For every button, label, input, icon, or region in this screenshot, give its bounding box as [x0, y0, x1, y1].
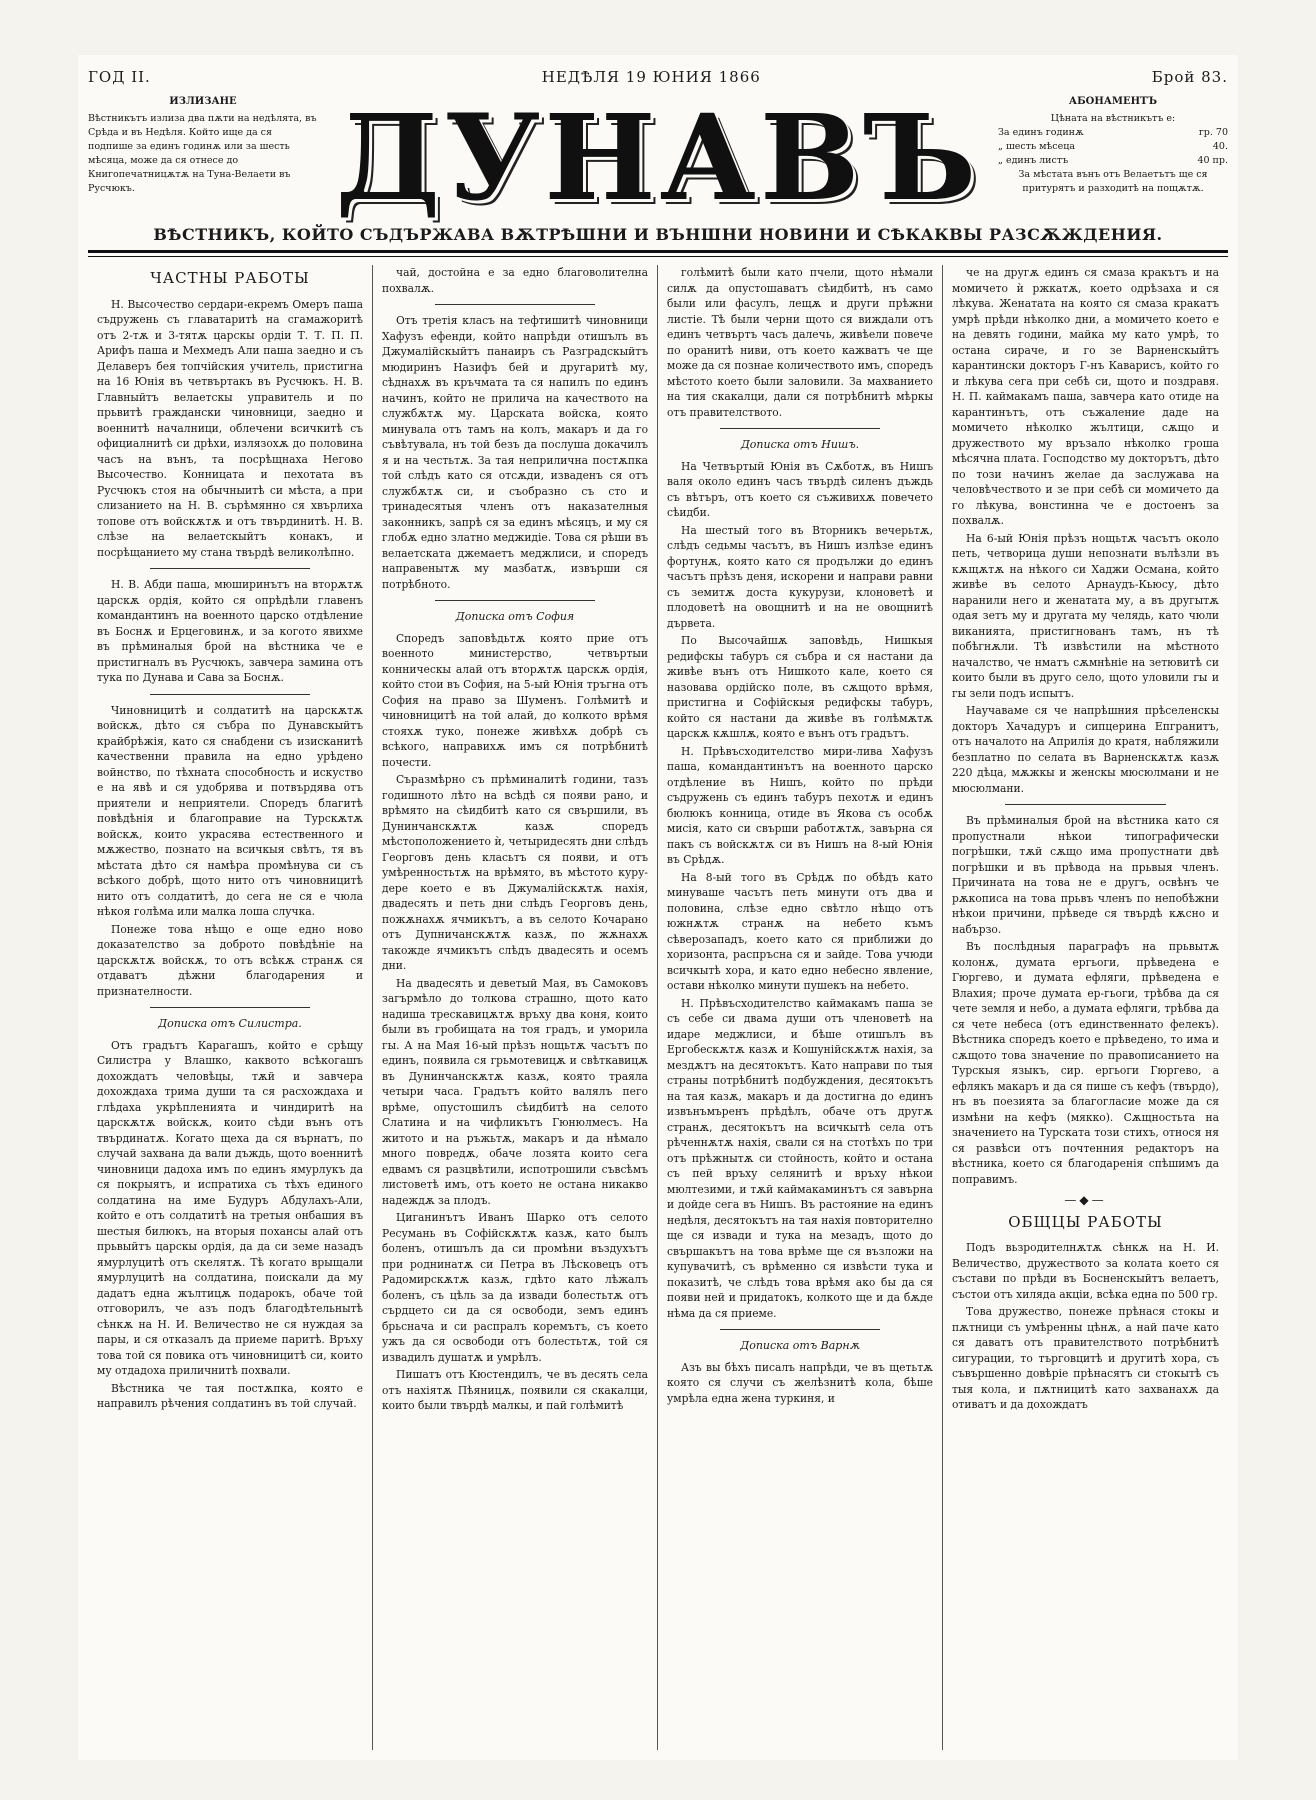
article-paragraph: Споредъ заповѣдьтѫ която прие отъ военното министерство, четвъртыи конническы алай отъ вторѫтѫ царскѫ ордія, който стои въ София, на 5-ый Юнія тръгна отъ София на право за Шуменъ. Голѣмитѣ и чиновницитѣ на той алай, до колкото врѣмя стояхѫ туко, понеже живѣхѫ добрѣ съ всѣкого, направихѫ имъ ся потрѣбнитѣ почести.: [382, 631, 648, 769]
column-3: [658, 265, 943, 1750]
article-paragraph: Научаваме ся че напрѣшния прѣселенскы докторъ Хачадуръ и сипцерина Епгранитъ, отъ началото на Априлія до кратя, набляжили безплатно по селата въ Варненскѫтѫ казѫ 220 дѣца, мѫжкы и женскы мюсюлмани и не мюсюлмани.: [952, 704, 1219, 795]
subscription-row: [998, 140, 1228, 154]
header-rule: [88, 256, 1228, 257]
section-heading: ЧАСТНЫ РАБОТЫ: [150, 269, 310, 287]
article-separator: [720, 428, 880, 429]
article-separator: [1005, 804, 1165, 805]
subscription-row-label: „ единъ листъ: [998, 155, 1069, 166]
article-separator: [435, 600, 595, 601]
article-paragraph: Отъ третія класъ на тефтишитѣ чиновници Хафузъ ефенди, който напрѣди отишълъ въ Джумалійскыйтъ панаиръ съ Разградскыйтъ мюдиринъ Назифъ бей и другаритѣ му, сѣднахѫ въ кръчмата та ся напилъ по единъ начинъ, който не прилича на качеството на службѫтѫ му. Царската войска, която минувала отъ тамъ на колъ, макаръ и да го съвѣтувала, нъ той безъ да послуша докачилъ я и на честьтѫ. За тая неприлична постѫпка той слѣдъ като ся отсѫди, изваденъ ся отъ службѫтѫ си, и съобразно съ сто и тринадесятыя членъ отъ наказателныя законникъ, запрѣ ся за единъ мѣсяцъ, и му ся глобѫ едно златно меджидіе. Това ся рѣши въ велаетската джемаетъ меджлиси, и споредъ направенытѫ му мазбатѫ, извърши ся потрѣбното.: [382, 314, 648, 591]
masthead-title: ДУНАВЪ: [335, 88, 981, 227]
article-paragraph: Съразмѣрно съ прѣминалитѣ години, тазъ годишното лѣто на всѣдѣ ся появи рано, и врѣмято на сѣидбитѣ като ся свършили, въ Дунинчанскѫтѫ казѫ споредъ мѣстоположението ѝ, четыридесять дни слѣдъ Георговъ день класьтъ ся появи, и отъ умѣренностьтѫ на врѣмято, въ мѣстото куру-дере което е въ Джумалійскѫтѫ нахія, двадесять и петь дни слѣдъ Георговъ день, пожѫнахѫ ячмикътъ, а въ селото Кочарано отъ Дупничанскѫтѫ казѫ, по жѫнахѫ такожде ячмикътъ слѣдъ двадесять и осемъ дни.: [382, 773, 648, 972]
article-separator: [720, 1329, 880, 1330]
column-1: [88, 265, 373, 1750]
subscription-row-value: гр. 70: [1198, 127, 1228, 138]
article-paragraph: Въ послѣдныя параграфъ на прьвытѫ колонѫ, думата ергьоги, прѣведена е Гюргево, и думата ефляги, прѣведена е Влахия; проче думата ер-гьоги, трѣбва да ся чете земля и небо, а думата ефляги, трѣбва да ся чете небеса (отъ единственнато фелекъ). Вѣстника споредъ което е прѣведено, то има и сѫщото това значение по правописанието на Турскыя языкъ, сир. ергьоги Гюргево, а ефлякъ макаръ и да ся пише съ кефъ (твърдо), нъ въ поезията за благогласие може да ся измѣни на кефъ (мякко). Сѫщностьта на значението на Турската този стихъ, относя ня ся развѣси отъ почтенния редакторъ на вѣстника, което ся благодаренія спѣшимъ да поправимъ.: [952, 940, 1219, 1186]
article-paragraph: Отъ градътъ Карагашъ, който е срѣщу Силистра у Влашко, каквото всѣкогашъ дохождатъ человѣцы, тѫй и завчера дохождаха трима души та ся расхождаха и глѣдаха укрѣпленията и чиндиритѣ на царскѫтѫ войскѫ, които сѣди вънъ отъ твърдинатѫ. Когато щеха да ся върнатъ, по случай захвана да вали дъждь, щото военнитѣ чиновници дадоха имъ по единъ ямурлукъ да ся покрыятъ, и испратиха съ тѣхъ единого солдатина на име Будуръ Абдулахъ-Али, който е отъ солдатитѣ на третыя онбашия въ шестыя билюкъ, на вторыя похансы алай отъ прьвыйтъ царскы ордія, да да си земе назадъ ямурлуцитѣ отъ скелятѫ. Тѣ когато врыщали ямурлуцитѣ на солдатина, поискали да му дадатъ една жълтицѫ подарокъ, обаче той отговорилъ, че азъ подъ благодѣтельнытѣ сѣнкѫ на Н. И. Величество не ся нуждая за пары, и ся отказалъ да приеме паритѣ. Връху това той ся повика отъ чиновницитѣ си, които му отдадоха приличнитѣ похвали.: [97, 1038, 363, 1377]
article-paragraph: Н. Прѣвъсходителство мири-лива Хафузъ паша, командантинътъ на военното царско отдѣление въ Нишъ, който по прѣди съдружень съ единъ табуръ пехотѫ и единъ бюлюкъ конница, отиде въ Якова съ особѫ мисія, като си свърши работѫтѫ, завърна ся пакъ съ войскѫтѫ си въ Нишъ на 8-ый Юнія въ Срѣдѫ.: [667, 744, 933, 866]
article-paragraph: На 8-ый того въ Срѣдѫ по обѣдъ като минуваше часътъ петь минути отъ два и половина, слѣзе едно свѣтло нѣщо отъ южнѫтѫ странѫ на небето къмъ сѣверозападъ, което като ся приближи до хоризонта, распръсна ся и зайде. Това учюди всичкытѣ хора, и като едно небесно явление, остави нѣколко минути пушекъ на небето.: [667, 870, 933, 992]
header-rule: [88, 250, 1228, 253]
subscription-row: [998, 126, 1228, 140]
subscription-note: За мѣстата вънъ отъ Велаетътъ ще ся притурятъ и разходитѣ на пощѫтѫ.: [1018, 169, 1208, 194]
article-paragraph: Чиновницитѣ и солдатитѣ на царскѫтѫ войскѫ, дѣто ся събра по Дунавскыйтъ крайбрѣжія, като ся снабдени съ изисканитѣ качественни правила на едно урѣдено войнство, по тѣхната способность и искуство е на явѣ и ся удобрява и потвърдява отъ приятели и неприятели. Споредъ благитѣ повѣдѣнія и благоправие на Турскѫтѫ войскѫ, които украсява естественного и мѫжество, познато на всичкыя свѣтъ, тя въ мѣстата дѣто ся намѣра промѣнува си съ всѣкого добрѣ, щото нито отъ чиновницитѣ нито отъ солдатитѣ, до сега не ся е чюла нѣкоя голѣма или малка лоша случка.: [97, 703, 363, 918]
masthead: [328, 88, 988, 227]
article-separator: [150, 568, 310, 569]
article-paragraph: чай, достойна е за едно благоволителна похвалѫ.: [382, 266, 648, 295]
subscription-row-value: 40.: [1212, 141, 1228, 152]
subscription-title: АБОНАМЕНТЪ: [1068, 96, 1158, 107]
article-paragraph: На двадесять и деветый Мая, въ Самоковъ загърмѣло до толкова страшно, щото като надиша трескавицѫтѫ връху два коня, които были въ гробищата на тоя градъ, и уморила гы. А на Мая 16-ый прѣзъ нощьтѫ часътъ по единъ, появила ся грьмотевицѫ и свѣткавицѫ въ Дунинчанскѫтѫ казѫ, която траяла четыри часа. Градътъ който валялъ пего врѣме, опустошилъ сѣидбитѣ на селото Слатина и на чифликътъ Гюнюлмесъ. На житото и на ръжьтѫ, макаръ и да нѣмало много повредѫ, обаче лозята които сега едвамъ ся разцвѣтили, испотрошили съвсѣмъ листоветѣ имъ, отъ което не остана никакво надеждѫ за плодъ.: [382, 976, 648, 1207]
section-heading: ОБЩЦЫ РАБОТЫ: [1008, 1212, 1163, 1231]
article-separator: [150, 1007, 310, 1008]
article-paragraph: Подъ вьзродителнѫтѫ сѣнкѫ на Н. И. Величество, дружеството за колата което ся състави по прѣди въ Босненскыйтъ велаетъ, състои отъ хиляда акціи, всѣка една по 500 гр.: [952, 1241, 1219, 1301]
dispatch-heading: Дописка отъ София: [455, 610, 575, 623]
ornament: —◆—: [1064, 1193, 1107, 1207]
article-paragraph: Въ прѣминалыя брой на вѣстника като ся пропустнали нѣкои типографически погрѣшки, тѫй сѫщо има пропустнати двѣ погрѣшки и въ прѣвода на прьвыя членъ. Причината на това не е другъ, освѣнъ че рѫкописа на това прьвъ членъ по непобѣжни нѣкои причини, прѣведе ся твърдѣ кѫсно и набързо.: [952, 814, 1219, 936]
article-paragraph: Н. Прѣвъсходителство каймакамъ паша зе съ себе си двама души отъ членоветѣ на идаре меджлиси, и бѣше отишълъ въ Ергобескѫтѫ казѫ и Кошунійскѫтѫ нахія, за мездѫтъ на десятокътъ. Като направи по тыя страны потрѣбнитѣ подбуждения, десятокътъ на тая казѫ, макаръ и да достигна до единъ извънъмъренъ прѣдѣлъ, обаче отъ другѫ странѫ, десятокътъ на всичкытѣ села отъ рѣченнѫтѫ нахія, свали ся на стотѣхъ по три отъ прѣжнытѫ си стойность, който и остана съ пей връху селянитѣ и връху нѣкои мюлтезими, и тѫй каймакаминътъ ся завърна и дойде сега въ Нишъ. Въ растояние на единъ недѣля, десятокътъ на тая нахія повторително ще ся извади и тука на мезадъ, щото до свършакътъ на това врѣме ще ся възложи на купувачитѣ, съ врѣменно ся извѣсти тука и показитѣ, че слѣдъ това врѣмя ако бы да ся появи ней и придатокъ, колкото ще и да бѫде нѣма да ся приеме.: [667, 996, 933, 1320]
column-2: [373, 265, 658, 1750]
article-paragraph: Н. Высочество сердари-екремъ Омеръ паша съдружень съ главатаритѣ на сгамажоритѣ отъ 2-тѫ и 3-тятѫ царскы ордіи Т. Т. П. П. Арифъ паша и Мехмедъ Али паша заедно и съ Делаверъ бея топчійския учитель, пристигна на 16 Юнія въ четвъртакъ въ Русчюкъ. Н. В. Главныйтъ велаетскы управитель и по прьвитѣ граждански чиновници, заедно и военнитѣ началници, облечени всичкитѣ съ официалнитѣ си дрѣхи, излязохѫ до половина часъ на вънъ, та посрѣщнаха Негово Высочество. Конницата и пехотата въ Русчюкъ стоя на обычныитѣ си мѣста, а при слизанието на Н. В. сърѣмянно ся хвърлиха топове отъ войскѫтѫ и отъ твърдинитѣ. Н. В. слѣзе на велаетскыйтъ конакъ, и посрѣщанието му стана твърдѣ великолѣпно.: [97, 297, 363, 559]
article-columns: [88, 265, 1228, 1750]
article-paragraph: Циганинътъ Иванъ Шарко отъ селото Ресумань въ Софійскѫтѫ казѫ, като былъ боленъ, отишълъ да си промѣни въздухътъ при роднинатѫ си Петра въ Лѣсковецъ отъ Радомирскѫтѫ казѫ, гдѣто като лѣжалъ боленъ, съ цѣль за да извади болестьтѫ отъ сърдцето си да ся освободи, земъ единъ брьснача и си распралъ коремътъ, съ което ужъ да ся освободи отъ болестьтѫ, той ся извадилъ душатѫ и умрѣлъ.: [382, 1211, 648, 1364]
dispatch-heading: Дописка отъ Варнѫ: [740, 1339, 860, 1352]
article-paragraph: Понеже това нѣщо е още едно ново доказателство за доброто повѣдѣніе на царскѫтѫ войскѫ, то отъ всѣкѫ странѫ ся отдаватъ дѣжни благодарения и признателности.: [97, 922, 363, 998]
article-paragraph: Пишатъ отъ Кюстендилъ, че въ десять села отъ нахіятѫ Пѣяницѫ, появили ся скакалци, които были твърдѣ малкы, и пай голѣмитѣ: [382, 1368, 648, 1412]
article-paragraph: Н. В. Абди паша, мюширинътъ на вторѫтѫ царскѫ ордія, който ся опрѣдѣли главенъ командантинъ на военното царско отдѣление въ Боснѫ и Ерцеговинѫ, и за когото явихме въ прѣминалыя брой на вѣстника че е пристигналъ въ Русчюкъ, завчера замина отъ тука по Дунава и Сава за Боснѫ.: [97, 578, 363, 684]
publication-text: Вѣстникътъ излиза два пѫти на недѣлята, въ Срѣда и въ Недѣля. Който ище да ся подпише за единъ годинѫ или за шесть мѣсяца, може да ся отнесе до Книгопечатницѫтѫ на Туна-Велаети въ Русчюкъ.: [88, 113, 317, 194]
article-paragraph: По Высочайшѫ заповѣдь, Нишкыя редифскы табуръ ся събра и ся настани да живѣе вънъ отъ Нишкото кале, което ся назовава ордійско поле, въ сѫщото врѣмя, пристигна и Софійскыя редифскы табуръ, който ся настани да живѣе въ голѣмѫтѫ царскѫ кѫшлѫ, която е вънъ отъ градътъ.: [667, 634, 933, 740]
article-paragraph: На 6-ый Юнія прѣзъ нощьтѫ часътъ около петь, четворица души непознати вълѣзли въ кѫщѫтѫ на нѣкого си Хаджи Османа, който живѣе въ селото Арнаудъ-Кьюсу, дѣто наранили него и женатата му, а въ другытѫ одая зетъ му и другата му челядь, като чюли виканията, пристигнованъ тамъ, нъ тѣ побѣгнѫли. Тѣ извѣстили на мѣстното началство, че нматъ сѫмнѣніе на зетювитѣ си които были въ друго село, щото уловили гы и гы зели подъ испытъ.: [952, 531, 1219, 700]
subscription-row-value: 40 пр.: [1197, 155, 1228, 166]
publication-box: [88, 95, 318, 196]
article-separator: [435, 304, 595, 305]
article-paragraph: Това дружество, понеже прѣнася стокы и пѫтници съ умѣренны цѣнѫ, а най паче като ся даватъ отъ правителството потрѣбнитѣ сигурации, то търговцитѣ и другитѣ хора, съ съвършенно довѣріе прѣнасятъ си стокытѣ съ тыя кола, и пѫтницитѣ като захванахѫ да отиватъ и да дохождатъ: [952, 1305, 1219, 1411]
dispatch-heading: Дописка отъ Силистра.: [158, 1017, 302, 1030]
masthead-subtitle: ВѢСТНИКЪ, КОЙТО СЪДЪРЖАВА ВѪТРѢШНИ И ВЪНШНИ НОВИНИ И СѢКАКВЫ РАЗСѪЖДЕНИЯ.: [153, 225, 1163, 244]
article-separator: [150, 694, 310, 695]
issue-label: Брой 83.: [1151, 68, 1228, 86]
publication-title: ИЗЛИЗАНЕ: [169, 96, 237, 107]
article-paragraph: че на другѫ единъ ся смаза кракътъ и на момичето ѝ ржкатѫ, което одрѣзаха и ся лѣкува. Женатата на която ся смаза кракатъ умрѣ прѣди нѣколко дни, а момичето което е на девять години, майка му като умрѣ, то остана сираче, и го зе Варненскыйтъ карантински докторъ Г-нъ Каварисъ, който го и лѣкува сега при себѣ си, щото и поздравя. Н. П. каймакамъ паша, завчера като отиде на карантинътъ, отъ съжаление даде на момичето нѣколко жълтици, сѫщо и дружеството му връзало нѣколко гроша мѣсячна плата. Господство му докторътъ, дѣто по този начинъ желае да заслужава на человѣчеството и зе при себѣ си момичето да го лѣкува, вонстинна че е достоенъ за похвалѫ.: [952, 266, 1219, 527]
article-paragraph: голѣмитѣ были като пчели, щото нѣмали силѫ да опустошаватъ сѣидбитѣ, нъ само были или фасулъ, лещѫ и други прѣжни листіе. Тѣ были черни щото ся виждали отъ единъ четвъртъ часъ далечь, живѣели повече по оранитѣ ниви, отъ което кажватъ че ще може да ся познае количеството имъ, споредъ мѣстото което были заловили. За махванието на тия скакалци, дали ся потрѣбнитѣ мѣркы отъ правителството.: [667, 266, 933, 419]
newspaper-page: [78, 55, 1238, 1760]
article-paragraph: На шестый того въ Вторникъ вечерьтѫ, слѣдъ седьмы часътъ, въ Нишъ излѣзе единъ фортунѫ, която като ся продължи до единъ часътъ прѣзъ деня, искорени и направи равни съ земитѫ доста кукурузи, клоноветѣ и плодоветѣ на овощнитѣ и на не овощнитѣ дървета.: [667, 523, 933, 630]
subscription-row-label: „ шесть мѣсеца: [998, 141, 1075, 152]
subscription-intro: Цѣната на вѣстникътъ е:: [1050, 113, 1176, 124]
column-4: [943, 265, 1228, 1750]
dispatch-heading: Дописка отъ Нишъ.: [740, 438, 860, 451]
article-paragraph: На Четвъртый Юнія въ Сѫботѫ, въ Нишъ валя около единъ часъ твърдѣ силенъ дъждь съ вѣтъръ, отъ което ся съживихѫ повечето сѣидби.: [667, 459, 933, 519]
article-paragraph: Вѣстника че тая постѫпка, която е направилъ рѣчения солдатинъ въ той случай.: [97, 1381, 363, 1410]
subscription-row: [998, 154, 1228, 168]
subscription-box: [998, 95, 1228, 196]
header-line: [88, 65, 1228, 89]
article-paragraph: Азъ вы бѣхъ писалъ напрѣди, че въ щетьтѫ която ся случи съ желѣзнитѣ кола, бѣше умрѣла една жена туркиня, и: [667, 1360, 933, 1405]
year-label: ГОД II.: [88, 68, 151, 86]
date-label: НЕДѢЛЯ 19 ЮНИЯ 1866: [541, 68, 761, 86]
subscription-row-label: За единъ годинѫ: [998, 127, 1084, 138]
